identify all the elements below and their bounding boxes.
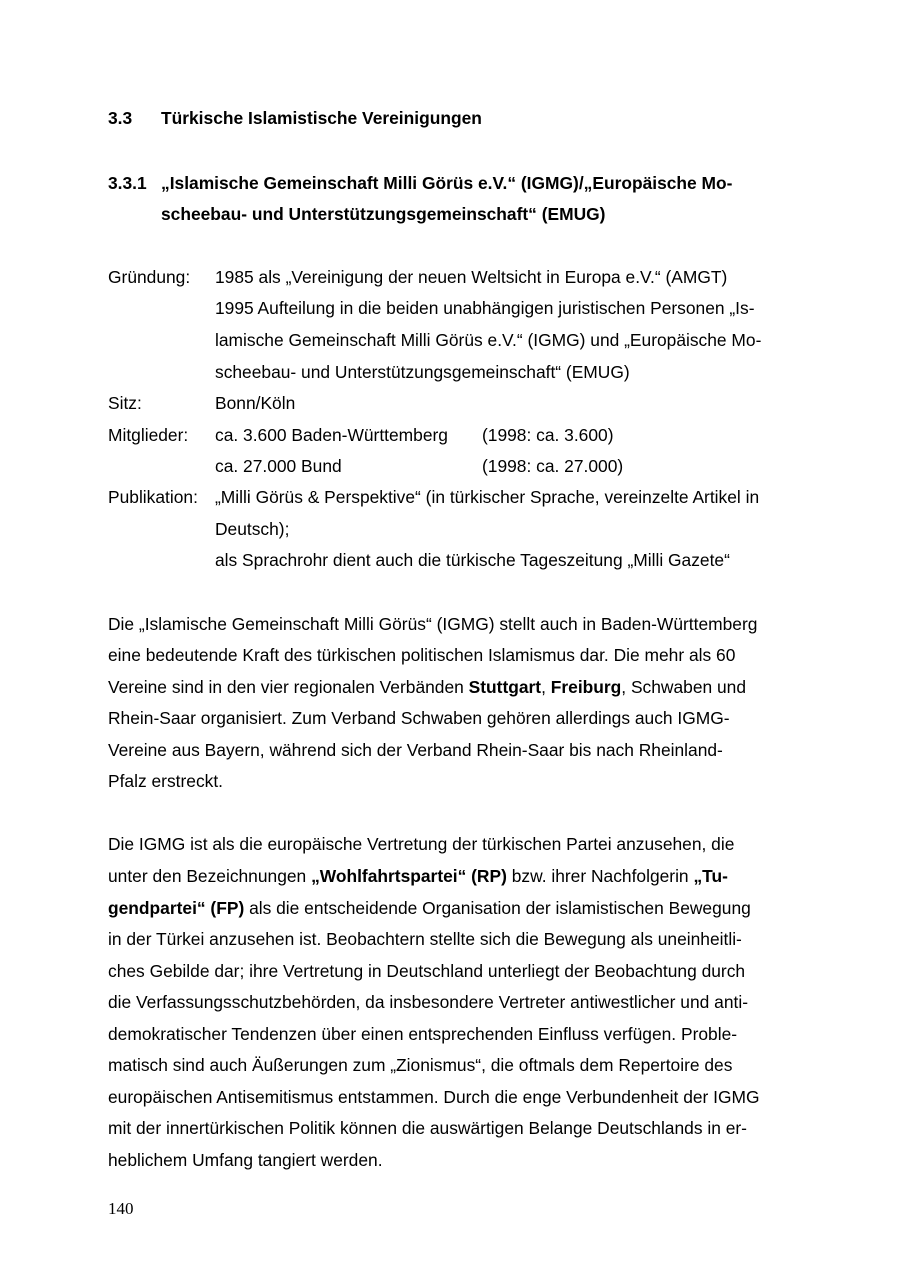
paragraph2-line bbox=[108, 898, 751, 919]
paragraph1-line bbox=[108, 677, 746, 698]
paragraph2-line: ches Gebilde dar; ihre Vertretung in Deutschland unterliegt der Beobachtung durch bbox=[108, 961, 746, 981]
publikation-line: „Milli Görüs & Perspektive“ (in türkischer Sprache, vereinzelte Artikel in bbox=[215, 487, 760, 507]
section-heading bbox=[108, 108, 132, 129]
publikation-line: Deutsch); bbox=[215, 519, 290, 539]
publikation-label: Publikation: bbox=[108, 487, 198, 507]
mitglieder-previous: (1998: ca. 27.000) bbox=[482, 456, 624, 476]
paragraph1-line: Pfalz erstreckt. bbox=[108, 771, 224, 791]
text-run: bzw. ihrer Nachfolgerin bbox=[506, 866, 694, 886]
sitz-label: Sitz: bbox=[108, 393, 142, 413]
bold-term: Stuttgart bbox=[468, 677, 542, 697]
subsection-number: 3.3.1 bbox=[108, 173, 147, 193]
paragraph1-line: eine bedeutende Kraft des türkischen politischen Islamismus dar. Die mehr als 60 bbox=[108, 645, 736, 665]
paragraph2-line: matisch sind auch Äußerungen zum „Zionismus“, die oftmals dem Repertoire des bbox=[108, 1055, 733, 1075]
gruendung-line: lamische Gemeinschaft Milli Görüs e.V.“ (IGMG) und „Europäische Mo- bbox=[215, 330, 762, 350]
subsection-title-line2: scheebau- und Unterstützungsgemeinschaft“ (EMUG) bbox=[161, 204, 606, 224]
gruendung-label: Gründung: bbox=[108, 267, 191, 287]
paragraph2-line: heblichem Umfang tangiert werden. bbox=[108, 1150, 383, 1170]
text-run: unter den Bezeichnungen bbox=[108, 866, 312, 886]
mitglieder-previous: (1998: ca. 3.600) bbox=[482, 425, 614, 445]
bold-term: Freiburg bbox=[550, 677, 622, 697]
sitz-value: Bonn/Köln bbox=[215, 393, 296, 413]
bold-term: „Wohlfahrtspartei“ (RP) bbox=[311, 866, 507, 886]
section-title: Türkische Islamistische Vereinigungen bbox=[161, 108, 482, 128]
paragraph2-line: in der Türkei anzusehen ist. Beobachtern stellte sich die Bewegung als uneinheitli- bbox=[108, 929, 742, 949]
paragraph2-line: die Verfassungsschutzbehörden, da insbesondere Vertreter antiwestlicher und anti- bbox=[108, 992, 748, 1012]
text-run: Vereine sind in den vier regionalen Verbänden bbox=[108, 677, 469, 697]
gruendung-line: scheebau- und Unterstützungsgemeinschaft“ (EMUG) bbox=[215, 362, 630, 382]
subsection-title-line1: „Islamische Gemeinschaft Milli Görüs e.V.“ (IGMG)/„Europäische Mo- bbox=[161, 173, 733, 193]
paragraph1-line: Die „Islamische Gemeinschaft Milli Görüs“ (IGMG) stellt auch in Baden-Württemberg bbox=[108, 614, 758, 634]
paragraph2-line: europäischen Antisemitismus entstammen. Durch die enge Verbundenheit der IGMG bbox=[108, 1087, 760, 1107]
publikation-line: als Sprachrohr dient auch die türkische Tageszeitung „Milli Gazete“ bbox=[215, 550, 730, 570]
mitglieder-value: ca. 3.600 Baden-Württemberg bbox=[215, 425, 448, 445]
text-run: , bbox=[541, 677, 551, 697]
section-number: 3.3 bbox=[108, 108, 133, 128]
paragraph2-line: Die IGMG ist als die europäische Vertretung der türkischen Partei anzusehen, die bbox=[108, 834, 735, 854]
paragraph1-line: Rhein-Saar organisiert. Zum Verband Schwaben gehören allerdings auch IGMG- bbox=[108, 708, 730, 728]
paragraph1-line: Vereine aus Bayern, während sich der Verband Rhein-Saar bis nach Rheinland- bbox=[108, 740, 723, 760]
text-run: als die entscheidende Organisation der islamistischen Bewegung bbox=[244, 898, 751, 918]
bold-term: „Tu- bbox=[693, 866, 728, 886]
bold-term: gendpartei“ (FP) bbox=[108, 898, 245, 918]
page-number: 140 bbox=[108, 1199, 134, 1218]
text-run: , Schwaben und bbox=[621, 677, 747, 697]
gruendung-line: 1985 als „Vereinigung der neuen Weltsicht in Europa e.V.“ (AMGT) bbox=[215, 267, 728, 287]
mitglieder-label: Mitglieder: bbox=[108, 425, 189, 445]
mitglieder-value: ca. 27.000 Bund bbox=[215, 456, 342, 476]
paragraph2-line: demokratischer Tendenzen über einen entsprechenden Einfluss verfügen. Proble- bbox=[108, 1024, 738, 1044]
gruendung-line: 1995 Aufteilung in die beiden unabhängigen juristischen Personen „Is- bbox=[215, 298, 755, 318]
paragraph2-line: mit der innertürkischen Politik können die auswärtigen Belange Deutschlands in er- bbox=[108, 1118, 747, 1138]
paragraph2-line bbox=[108, 866, 728, 887]
